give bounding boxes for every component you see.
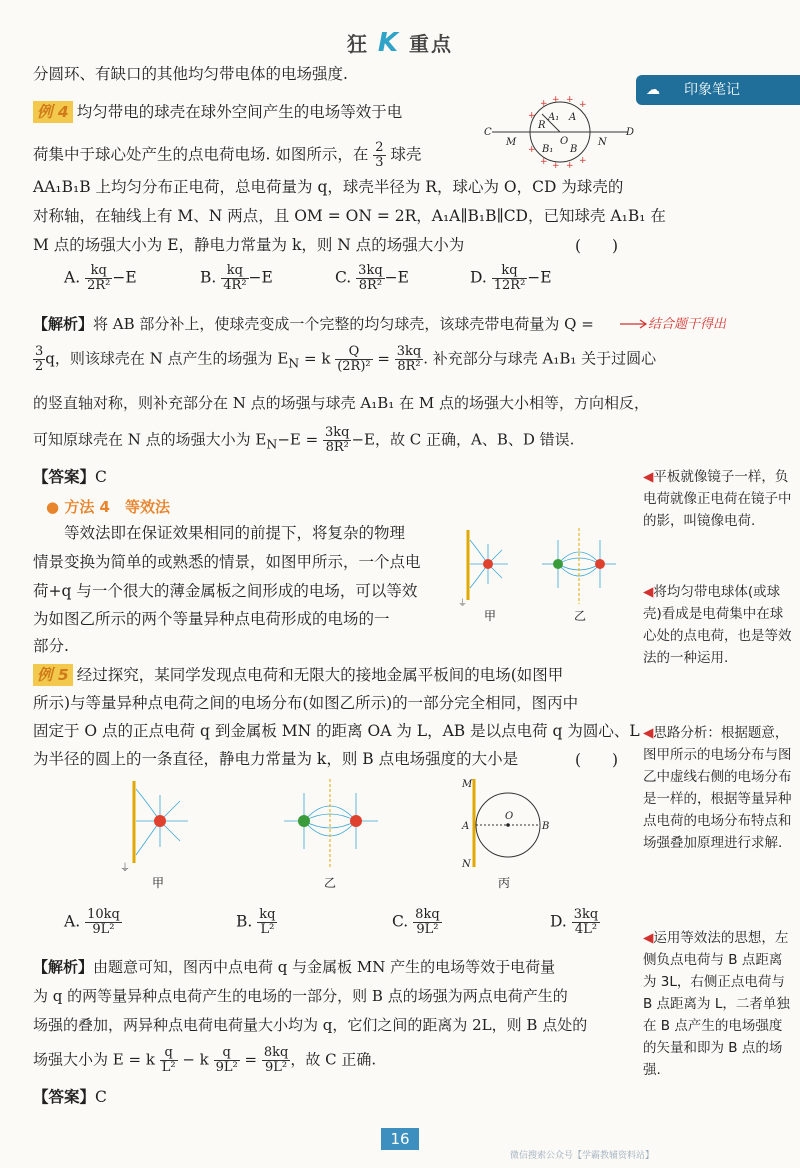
ex5-fig-bing: 丙 xyxy=(498,876,511,890)
opt-label: C. xyxy=(392,912,409,931)
frac-num: q xyxy=(214,1046,240,1061)
sub: N xyxy=(266,436,278,452)
ex4-option-d[interactable] xyxy=(470,264,552,293)
handwritten-note: 结合题干得出 xyxy=(648,317,727,332)
opt-num: 3kq xyxy=(358,263,383,278)
svg-text:+: + xyxy=(528,111,536,121)
ex5-figures xyxy=(110,775,550,895)
page-number: 16 xyxy=(381,1128,419,1150)
method-title-text: 方法 4 等效法 xyxy=(64,498,170,516)
frac-num: 3kq xyxy=(396,344,422,359)
opt-den: L² xyxy=(260,922,275,937)
positive-charge-yi xyxy=(595,559,605,569)
frac-num: 3kq xyxy=(324,425,350,440)
label-b: B xyxy=(570,144,578,155)
ex5-analysis-line1 xyxy=(33,956,555,978)
opt-label: A. xyxy=(64,912,81,931)
negative-charge-yi5 xyxy=(298,815,310,827)
ex4-analysis-line1 xyxy=(33,313,594,335)
triangle-icon: ◀ xyxy=(643,469,654,485)
label-o5: O xyxy=(505,811,514,822)
sidebar-note-2 xyxy=(643,581,793,669)
ex4-line4: 对称轴，在轴线上有 M、N 两点，且 OM = ON = 2R，A₁A∥B₁B∥CD，已知球壳 A₁B₁ 在 xyxy=(33,207,666,225)
label-n: N xyxy=(598,137,607,148)
label-b1: B₁ xyxy=(542,144,554,155)
charge-jia5 xyxy=(154,815,166,827)
ex5-fig-yi: 乙 xyxy=(324,876,337,890)
opt-den: 8R² xyxy=(358,278,383,293)
ex5-tag: 例 5 xyxy=(33,664,73,686)
fig-jia-label: 甲 xyxy=(484,609,497,623)
shell-charges xyxy=(528,95,587,171)
ex4-option-b[interactable] xyxy=(200,264,273,293)
label-a5: A xyxy=(462,821,470,832)
note-text: 将均匀带电球体(或球壳)看成是电荷集中在球心处的点电荷，也是等效法的一种运用. xyxy=(643,584,792,666)
text: 场强大小为 E = k xyxy=(33,1050,155,1069)
ex5-line2: 所示)与等量异种点电荷之间的电场分布(如图乙所示)的一部分完全相同，图丙中 xyxy=(33,694,579,712)
opt-num: kq xyxy=(221,264,248,279)
svg-text:+: + xyxy=(579,100,587,110)
text: − k xyxy=(182,1050,209,1069)
ex4-line5-text: M 点的场强大小为 E，静电力常量为 k，则 N 点的场强大小为 xyxy=(33,236,465,254)
opt-num: kq xyxy=(85,264,112,279)
opt-num: 10kq xyxy=(87,907,120,922)
label-o: O xyxy=(560,136,569,147)
watermark: 微信搜索公众号【学霸教辅资料站】 xyxy=(510,1151,655,1161)
ex5-bracket: ( ) xyxy=(575,751,619,769)
svg-text:+: + xyxy=(552,161,560,171)
ex4-fraction xyxy=(373,141,385,170)
method-bullet-icon: ● xyxy=(46,498,60,516)
ex4-shell-figure xyxy=(480,90,640,180)
label-m: M xyxy=(506,137,517,148)
ex5-analysis-line2: 为 q 的两等量异种点电荷产生的电场的一部分，则 B 点的场强为两点电荷产生的 xyxy=(33,987,568,1005)
label-a1: A₁ xyxy=(548,112,560,123)
sidebar-note-3 xyxy=(643,722,793,854)
note-text: 平板就像镜子一样，负电荷就像正电荷在镜子中的影，叫镜像电荷. xyxy=(643,469,792,529)
ex4-tag: 例 4 xyxy=(33,101,73,123)
text: 由题意可知，图丙中点电荷 q 与金属板 MN 产生的电场等效于电荷量 xyxy=(93,958,556,976)
text: = xyxy=(244,1050,258,1069)
frac-num: 3 xyxy=(35,344,44,359)
answer-value: C xyxy=(95,468,107,486)
label-b5: B xyxy=(542,821,550,832)
ground-icon: ⏚ xyxy=(458,599,468,609)
opt-den: 9L² xyxy=(416,922,439,937)
ex5-option-d[interactable] xyxy=(550,908,600,937)
frac-den: 9L² xyxy=(265,1060,288,1075)
sidebar-header xyxy=(636,75,800,105)
opt-tail: −E xyxy=(248,268,273,287)
frac-den: 2 xyxy=(35,359,44,374)
opt-tail: −E xyxy=(384,268,409,287)
ex4-frac-den: 3 xyxy=(375,155,384,170)
ex4-line5 xyxy=(33,234,464,256)
ex4-line2b: 球壳 xyxy=(390,145,422,164)
point-o xyxy=(506,823,510,827)
note-arrow xyxy=(618,318,650,330)
opt-den: 9L² xyxy=(92,922,115,937)
ex5-line1-text: 经过探究，某同学发现点电荷和无限大的接地金属平板间的电场(如图甲 xyxy=(76,666,564,684)
svg-text:+: + xyxy=(579,156,587,166)
ex4-answer xyxy=(33,466,107,488)
ex4-frac-num: 2 xyxy=(375,140,384,155)
ex4-bracket: ( ) xyxy=(575,237,619,255)
ex4-analysis-line1-text: 将 AB 部分补上，使球壳变成一个完整的均匀球壳，该球壳带电荷量为 Q = xyxy=(93,315,594,333)
opt-label: D. xyxy=(470,268,487,287)
svg-text:+: + xyxy=(540,99,548,109)
label-n5: N xyxy=(462,859,471,870)
triangle-icon: ◀ xyxy=(643,584,654,600)
triangle-icon: ◀ xyxy=(643,930,654,946)
frac-den: 8R² xyxy=(397,359,421,374)
sidebar-header-label: 印象笔记 xyxy=(684,82,740,98)
opt-label: D. xyxy=(550,912,567,931)
opt-num: 3kq xyxy=(573,907,599,922)
opt-tail: −E xyxy=(527,268,552,287)
method-line5: 部分. xyxy=(33,637,69,655)
text: −E，故 C 正确，A、B、D 错误. xyxy=(351,430,575,449)
ground-icon: ⏚ xyxy=(120,863,130,874)
frac-den: (2R)² xyxy=(337,359,371,374)
frac-den: L² xyxy=(161,1060,176,1075)
method-line1: 等效法即在保证效果相同的前提下，将复杂的物理 xyxy=(64,524,406,542)
text: −E = xyxy=(277,430,319,449)
note-text: 运用等效法的思想，左侧负点电荷与 B 点距离为 3L，右侧正点电荷与 B 点距离为 L，二者单独在 B 点产生的电场强度的矢量和即为 B 点的场强. xyxy=(643,930,790,1078)
method-field-figures xyxy=(456,520,636,640)
sidebar-note-1 xyxy=(643,466,793,532)
frac-num: q xyxy=(160,1046,178,1061)
ex5-analysis-line3: 场强的叠加，两异种点电荷电荷量大小均为 q，它们之间的距离为 2L，则 B 点处的 xyxy=(33,1016,588,1034)
banner-right: 重点 xyxy=(409,32,454,56)
ex5-line3: 固定于 O 点的正点电荷 q 到金属板 MN 的距离 OA 为 L，AB 是以点电荷 q 为圆心、L xyxy=(33,722,640,740)
triangle-icon: ◀ xyxy=(643,725,654,741)
opt-den: 4R² xyxy=(223,278,247,293)
positive-charge-yi5 xyxy=(350,815,362,827)
ex5-option-b[interactable] xyxy=(236,908,277,937)
frac-den: 8R² xyxy=(325,440,349,455)
analysis-label: 【解析】 xyxy=(33,958,94,976)
ex4-analysis-line2: $\frac{3}{2}$ q，则该球壳在 N 点产生的场强为 $E_N = k$ $\frac{Q}{\text{(2R)²}}$ = $\frac{3kq}{\text{8R²}}$ . 补充部分与球壳 A₁B₁ 关于过圆心 xyxy=(35,344,657,374)
fig-yi-label: 乙 xyxy=(574,609,587,623)
ex5-fig-jia: 甲 xyxy=(152,876,165,890)
label-r: R xyxy=(538,120,546,131)
ex5-analysis-line4 xyxy=(33,1046,376,1075)
ex4-analysis-line4 xyxy=(33,426,574,456)
ex4-line2a: 荷集中于球心处产生的点电荷电场. 如图所示，在 xyxy=(33,145,369,164)
opt-label: B. xyxy=(200,268,217,287)
method-line3: 荷+q 与一个很大的薄金属板之间形成的电场，可以等效 xyxy=(33,582,418,600)
text: 可知原球壳在 N 点的场强大小为 E xyxy=(33,430,267,449)
opt-label: A. xyxy=(64,268,81,287)
negative-charge-yi xyxy=(553,559,563,569)
label-c: C xyxy=(484,127,492,138)
method-line2: 情景变换为简单的或熟悉的情景，如图甲所示，一个点电 xyxy=(33,553,421,571)
banner-left: 狂 xyxy=(346,32,369,56)
ex4-line3: AA₁B₁B 上均匀分布正电荷，总电荷量为 q，球壳半径为 R，球心为 O，CD 为球壳的 xyxy=(33,178,624,196)
opt-num: kq xyxy=(259,907,276,922)
opt-tail: −E xyxy=(112,268,137,287)
ex5-answer xyxy=(33,1086,107,1108)
banner-k-logo: K xyxy=(377,28,401,58)
svg-text:+: + xyxy=(528,145,536,155)
opt-den: 12R² xyxy=(493,278,526,293)
opt-num: 8kq xyxy=(415,907,440,922)
text: . 补充部分与球壳 A₁B₁ 关于过圆心 xyxy=(423,349,657,368)
ex5-option-a[interactable] xyxy=(64,908,122,937)
intro-line: 分圆环、有缺口的其他均匀带电体的电场强度. xyxy=(33,65,348,83)
ex5-line4: 为半径的圆上的一条直径，静电力常量为 k，则 B 点电场强度的大小是 xyxy=(33,750,519,768)
svg-text:+: + xyxy=(540,157,548,167)
ex5-line1 xyxy=(33,664,563,686)
ex4-line1 xyxy=(33,101,402,123)
sidebar-note-4 xyxy=(643,927,793,1081)
label-d: D xyxy=(626,127,635,138)
ex4-line1-text: 均匀带电的球壳在球外空间产生的电场等效于电 xyxy=(76,103,403,121)
ex4-option-c[interactable] xyxy=(335,264,409,293)
answer-label: 【答案】 xyxy=(33,468,96,486)
method-title xyxy=(46,496,170,517)
opt-den: 2R² xyxy=(87,278,111,293)
svg-text:+: + xyxy=(566,161,574,171)
frac-num: Q xyxy=(335,345,372,360)
answer-value: C xyxy=(95,1088,107,1106)
ex4-analysis-line3: 的竖直轴对称，则补充部分在 N 点的场强与球壳 A₁B₁ 在 M 点的场强大小相等，方向相反， xyxy=(33,394,649,412)
label-m5: M xyxy=(462,779,473,790)
text: ，故 C 正确. xyxy=(290,1050,377,1069)
analysis-label: 【解析】 xyxy=(33,315,94,333)
label-a: A xyxy=(569,112,577,123)
answer-label: 【答案】 xyxy=(33,1088,96,1106)
text: = k xyxy=(303,349,331,368)
opt-label: C. xyxy=(335,268,352,287)
frac-den: 9L² xyxy=(215,1060,238,1075)
opt-label: B. xyxy=(236,912,253,931)
ex4-line2 xyxy=(33,141,422,170)
svg-text:+: + xyxy=(552,95,560,105)
sub: N xyxy=(288,355,300,371)
text: q，则该球壳在 N 点产生的场强为 E xyxy=(45,349,289,368)
ex5-option-c[interactable] xyxy=(392,908,442,937)
elephant-icon: ☁ xyxy=(646,82,660,98)
frac-num: 8kq xyxy=(263,1045,289,1060)
opt-num: kq xyxy=(492,264,528,279)
positive-charge-jia xyxy=(483,559,493,569)
method-line4: 为如图乙所示的两个等量异种点电荷形成的电场的一 xyxy=(33,610,390,628)
svg-text:+: + xyxy=(566,95,574,105)
note-text: 思路分析：根据题意，图甲所示的电场分布与图乙中虚线右侧的电场分布是一样的，根据等量异种点电荷的电场分布特点和场强叠加原理进行求解. xyxy=(643,725,792,851)
opt-den: 4L² xyxy=(574,922,598,937)
page-banner xyxy=(0,28,800,58)
ex4-option-a[interactable] xyxy=(64,264,137,293)
